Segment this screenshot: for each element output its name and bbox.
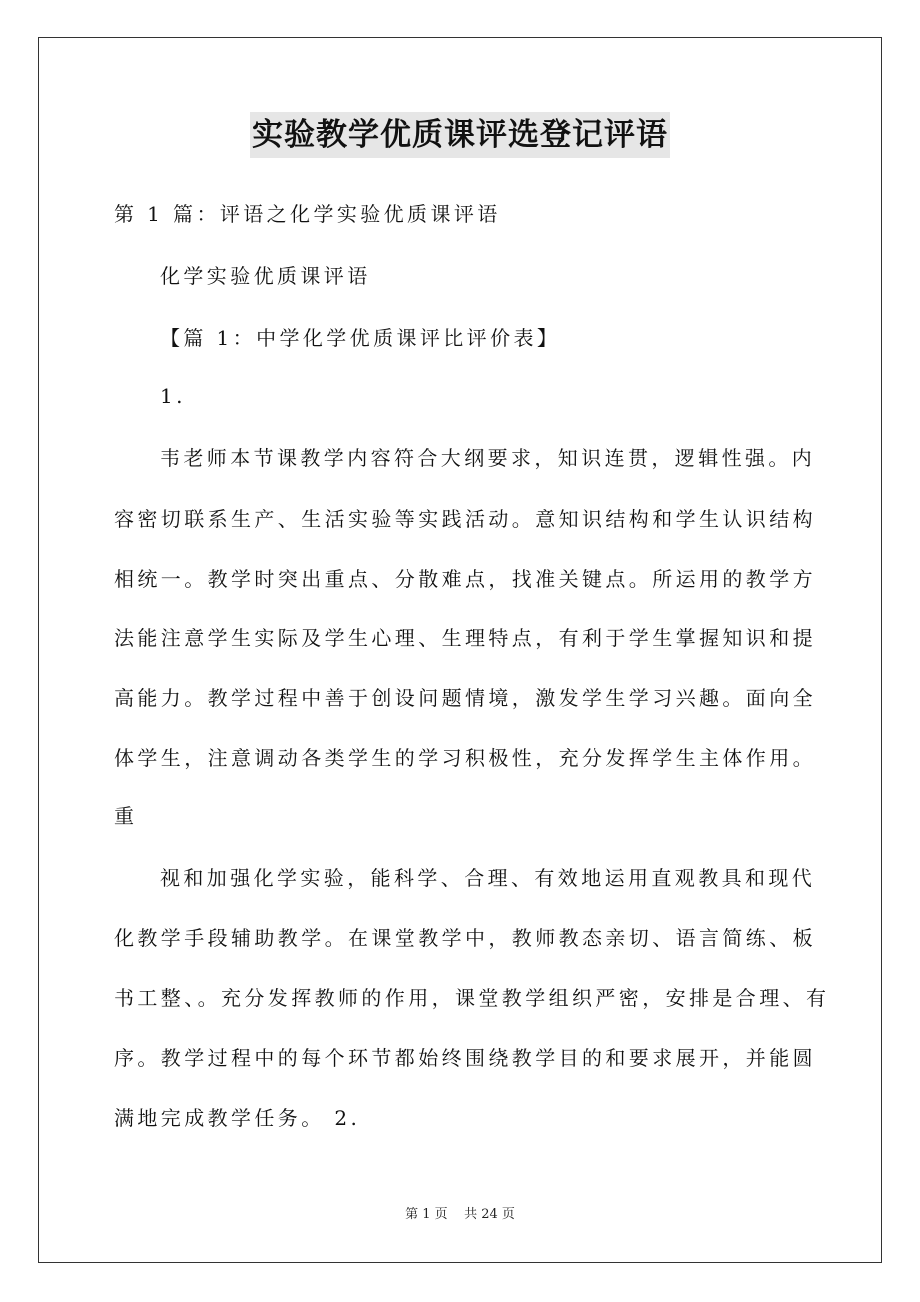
- paragraph-line: 相统一。教学时突出重点、分散难点，找准关键点。所运用的教学方: [114, 567, 816, 591]
- title-container: [0, 112, 920, 158]
- page-footer: [0, 1206, 920, 1224]
- paragraph-line: 视和加强化学实验，能科学、合理、有效地运用直观教具和现代: [160, 866, 816, 890]
- paragraph-line: 法能注意学生实际及学生心理、生理特点，有利于学生掌握知识和提: [114, 626, 816, 650]
- paragraph-line: 容密切联系生产、生活实验等实践活动。意知识结构和学生认识结构: [114, 507, 816, 531]
- page-number: 第 1 页 共 24 页: [405, 1207, 515, 1222]
- document-title: 实验教学优质课评选登记评语: [250, 112, 670, 158]
- section-heading: 第 1 篇：评语之化学实验优质课评语: [114, 202, 501, 226]
- article-heading: 【篇 1：中学化学优质课评比评价表】: [160, 326, 561, 350]
- item-number: 1.: [160, 384, 186, 408]
- paragraph-line: 体学生，注意调动各类学生的学习积极性，充分发挥学生主体作用。: [114, 746, 816, 770]
- paragraph-line: 书工整、。充分发挥教师的作用，课堂教学组织严密，安排是合理、有: [114, 986, 830, 1010]
- paragraph-line: 重: [114, 804, 138, 828]
- paragraph-line: 序。教学过程中的每个环节都始终围绕教学目的和要求展开，并能圆: [114, 1046, 816, 1070]
- paragraph-line: 韦老师本节课教学内容符合大纲要求，知识连贯，逻辑性强。内: [160, 446, 816, 470]
- paragraph-line: 满地完成教学任务。 2.: [114, 1106, 361, 1130]
- subsection-title: 化学实验优质课评语: [160, 264, 371, 288]
- paragraph-line: 化教学手段辅助教学。在课堂教学中，教师教态亲切、语言简练、板: [114, 926, 816, 950]
- paragraph-line: 高能力。教学过程中善于创设问题情境，激发学生学习兴趣。面向全: [114, 686, 816, 710]
